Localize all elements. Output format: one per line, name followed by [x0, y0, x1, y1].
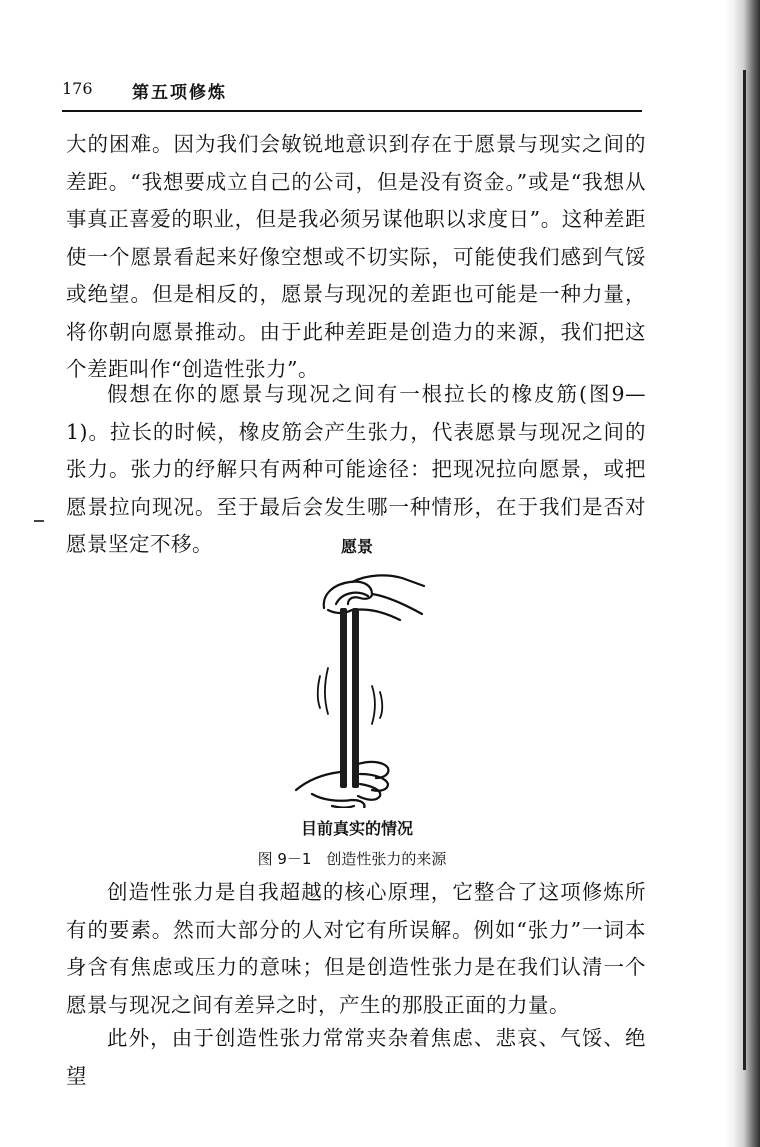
figure-top-label: 愿景 [340, 537, 373, 556]
vibration-marks [318, 668, 383, 724]
figure-bottom-label: 目前真实的情况 [300, 819, 413, 838]
page-edge-shadow [724, 0, 760, 1147]
page-number: 176 [62, 79, 93, 98]
page-binding-line [743, 70, 746, 1070]
book-title: 第五项修炼 [132, 83, 227, 103]
figure-caption: 图 9－1 创造性张力的来源 [257, 850, 447, 868]
paragraph-3: 创造性张力是自我超越的核心原理，它整合了这项修炼所有的要素。然而大部分的人对它有所误解。例如“张力”一词本身含有焦虑或压力的意味；但是创造性张力是在我们认清一个愿景与现况之间有差异之时，产生的那股正面的力量。 [66, 880, 646, 1017]
paragraph-4: 此外，由于创造性张力常常夹杂着焦虑、悲哀、气馁、绝望 [66, 1026, 646, 1088]
paragraph-1: 大的困难。因为我们会敏锐地意识到存在于愿景与现实之间的差距。“我想要成立自己的公司，但是没有资金。”或是“我想从事真正喜爱的职业，但是我必须另谋他职以求度日”。这种差距使一个愿景看起来好像空想或不切实际，可能使我们感到气馁或绝望。但是相反的，愿景与现况的差距也可能是一种力量，将你朝向愿景推动。由于此种差距是创造力的来源，我们把这个差距叫作“创造性张力”。 [66, 132, 646, 381]
paragraph-2: 假想在你的愿景与现况之间有一根拉长的橡皮筋(图9—1)。拉长的时候，橡皮筋会产生张力，代表愿景与现况之间的张力。张力的纾解只有两种可能途径：把现况拉向愿景，或把愿景拉向现况。至于最后会发生哪一种情形，在于我们是否对愿景坚定不移。 [66, 382, 646, 556]
page-header [62, 76, 642, 104]
rubber-band [340, 608, 359, 788]
margin-mark [34, 520, 44, 522]
figure-9-1 [257, 528, 492, 868]
header-rule [62, 110, 642, 112]
top-hand-icon [324, 575, 424, 620]
rubber-band-hands-illustration [292, 568, 442, 808]
